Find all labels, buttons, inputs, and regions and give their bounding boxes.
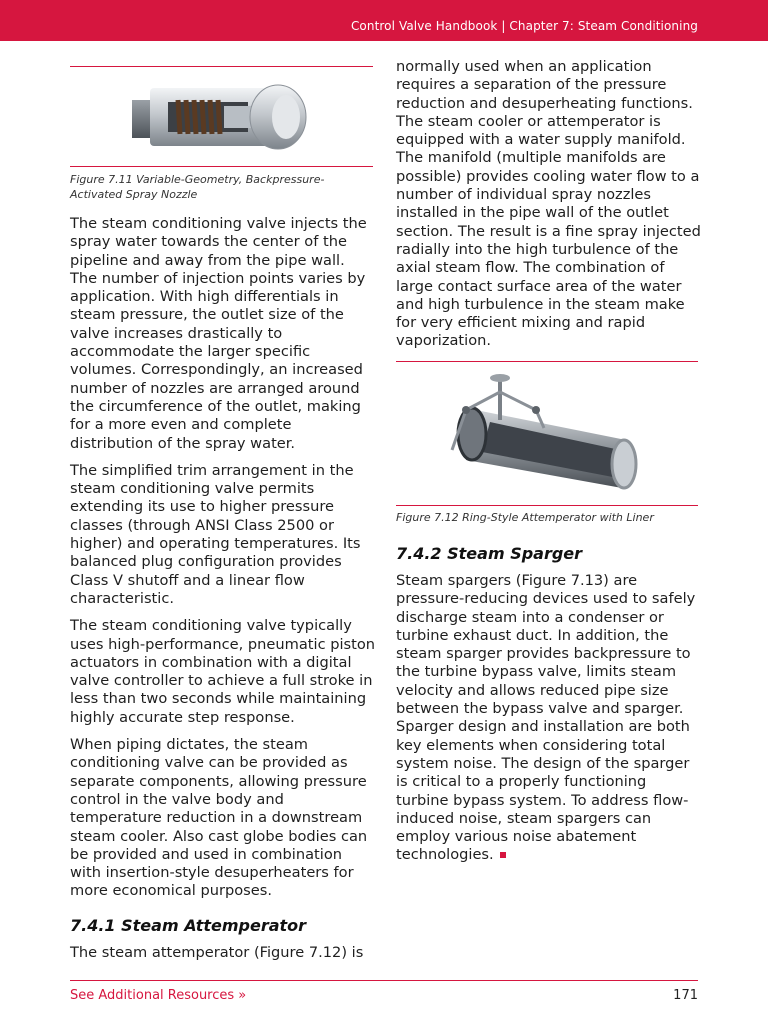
figure-bottom-rule [70,166,373,167]
end-of-article-marker [500,852,506,858]
paragraph: The steam attemperator (Figure 7.12) is [70,944,364,961]
additional-resources-link[interactable]: See Additional Resources » [70,988,247,1003]
paragraph: The steam conditioning valve typically uses high-performance, pneumatic piston actuators in combination with a digital valve controller to achieve a full stroke in less than two seconds while maintaining highly accurate step response. [70,617,376,726]
figure-bottom-rule [396,505,698,506]
figure-top-rule [396,361,698,362]
paragraph: The simplified trim arrangement in the steam conditioning valve permits extending its use to higher pressure classes (through ANSI Class 2500 or higher) and operating temperatures. Its balanced plug configuration provides Class V shutoff and a linear flow characteristic. [70,461,361,607]
paragraph [396,572,702,865]
section-heading-7-4-1: 7.4.1 Steam Attemperator [70,916,307,935]
paragraph: When piping dictates, the steam conditioning valve can be provided as separate components, allowing pressure control in the valve body and temperature reduction in a downstream steam cooler. Also cast globe bodies can be provided and used in combination with insertion-style desuperheaters for more economical purposes. [70,736,368,900]
paragraph: The steam conditioning valve injects the spray water towards the center of the pipeline and away from the pipe wall. The number of injection points varies by application. With high differentials in steam pressure, the outlet size of the valve increases drastically to accommodate the larger specific volumes. Correspondingly, an increased number of nozzles are arranged around the circumference of the outlet, making for a more even and complete distribution of the spray water. [70,215,367,452]
figure-7-11-caption: Figure 7.11 Variable-Geometry, Backpressure-Activated Spray Nozzle [70,173,325,201]
spray-nozzle-figure [128,78,318,158]
running-title: Control Valve Handbook | Chapter 7: Steam Conditioning [350,19,698,33]
attemperator-figure [436,370,666,498]
figure-7-12-caption: Figure 7.12 Ring-Style Attemperator with Liner [396,511,654,524]
sparger-text: Steam spargers (Figure 7.13) are pressure-reducing devices used to safely discharge steam into a condenser or turbine exhaust duct. In addition, the steam sparger provides backpressure to the turbine bypass valve, limits steam velocity and allows reduced pipe size between the bypass valve and sparger. Sparger design and installation are both key elements when considering total system noise. The design of the sparger is critical to a properly functioning turbine bypass system. To address flow-induced noise, steam spargers can employ various noise abatement technologies. [396,572,696,864]
section-heading-7-4-2: 7.4.2 Steam Sparger [396,544,583,563]
footer-rule [70,980,698,981]
figure-top-rule [70,66,373,67]
header-bar [0,0,768,41]
paragraph: normally used when an application requires a separation of the pressure reduction and desuperheating functions. The steam cooler or attemperator is equipped with a water supply manifold. The manifold (multiple manifolds are possible) provides cooling water flow to a number of individual spray nozzles installed in the pipe wall of the outlet section. The result is a fine spray injected radially into the high turbulence of the axial steam flow. The combination of large contact surface area of the water and high turbulence in the steam make for very efficient mixing and rapid vaporization. [396,58,701,350]
left-column [70,215,376,910]
page-number: 171 [673,988,698,1003]
